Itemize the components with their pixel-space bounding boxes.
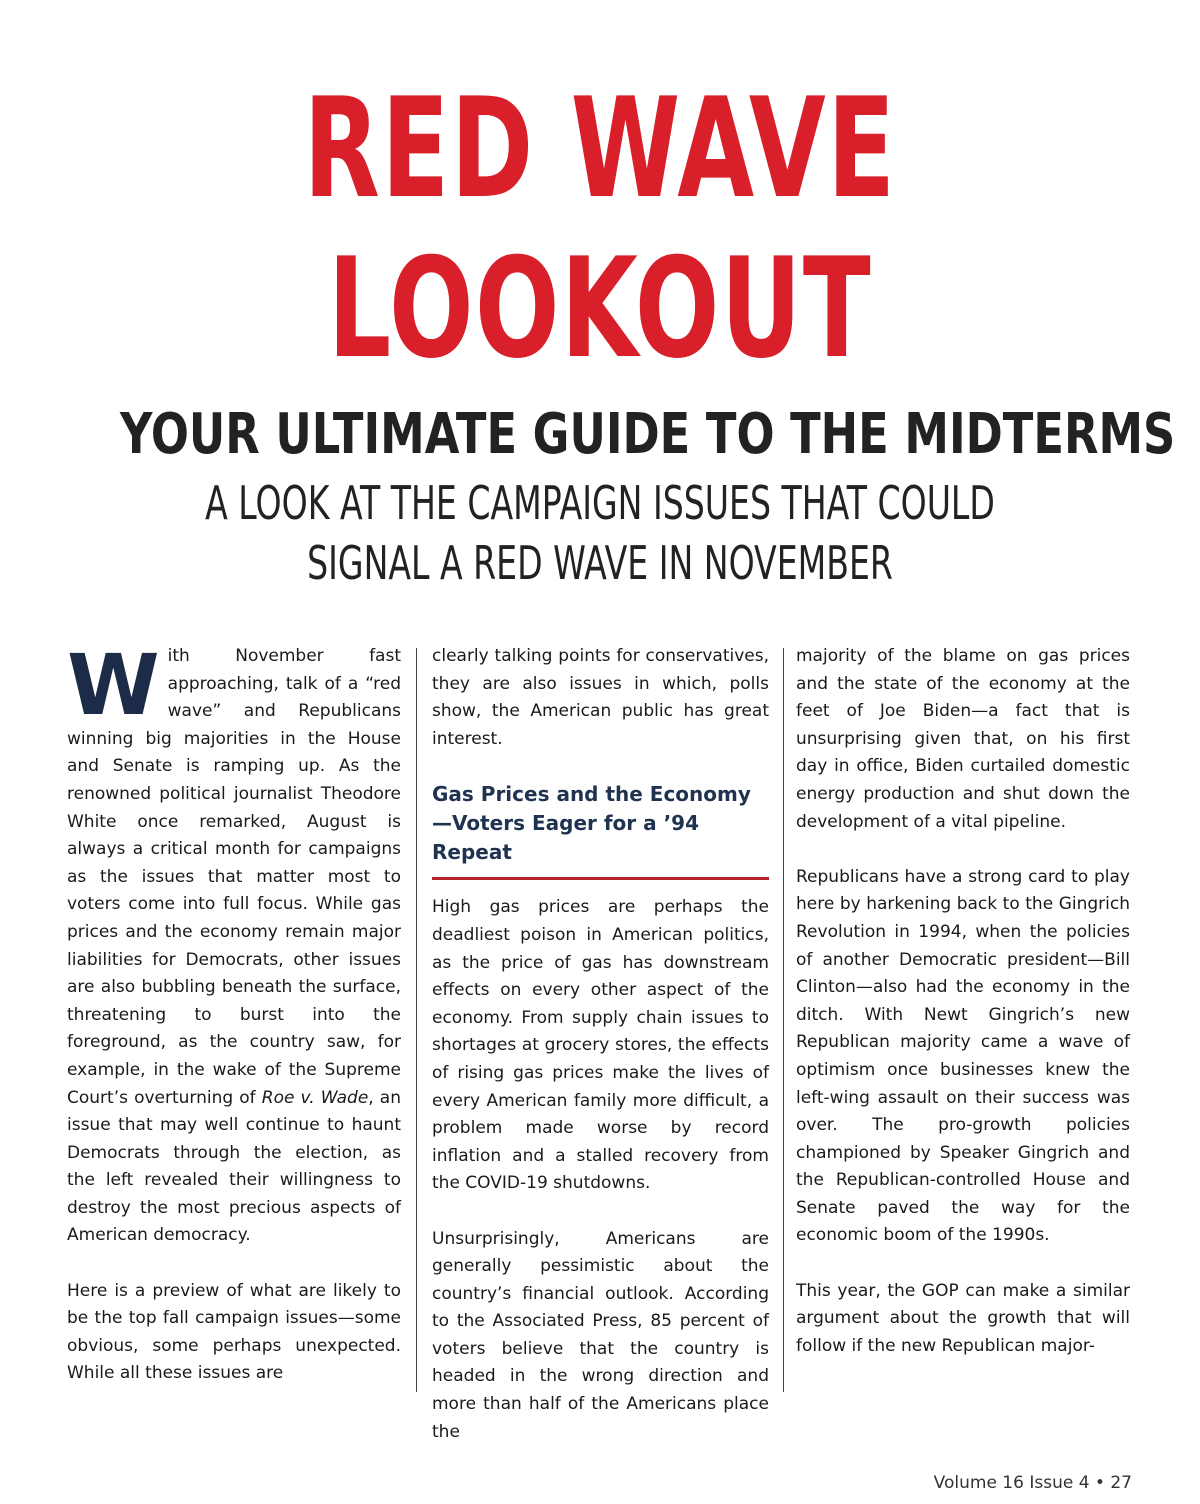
preview-paragraph: Here is a preview of what are likely to be the top fall campaign issues—some obvious, some perhaps unexpected. While all these issues are <box>67 1280 401 1384</box>
column-rule <box>783 648 784 1392</box>
headline-line-2: LOOKOUT <box>327 228 873 389</box>
headline-line-1: RED WAVE <box>303 68 897 229</box>
article-column-1 <box>67 636 401 1395</box>
section-heading: Gas Prices and the Economy—Voters Eager for a ’94 Repeat <box>432 780 769 880</box>
drop-cap: W <box>67 636 160 734</box>
page-folio: Volume 16 Issue 4 • 27 <box>933 1473 1132 1493</box>
intro-tail: , an issue that may well continue to haunt Democrats through the election, as the left revealed their willingness to destroy the most precious aspects of American democracy. <box>67 1087 401 1246</box>
paragraph: majority of the blame on gas prices and the state of the economy at the feet of Joe Biden—a fact that is unsurprising given that, on his first day in office, Biden curtailed domestic energy production and shut down the development of a vital pipeline. <box>796 646 1130 832</box>
column-rule <box>416 648 417 1392</box>
article-column-3 <box>796 643 1130 1395</box>
paragraph: This year, the GOP can make a similar argument about the growth that will follow if the new Republican major- <box>796 1280 1130 1356</box>
paragraph: clearly talking points for conservatives, they are also issues in which, polls show, the American public has great interest. <box>432 646 769 749</box>
paragraph: Republicans have a strong card to play here by harkening back to the Gingrich Revolution in 1994, when the policies of another Democratic president—Bill Clinton—also had the economy in the ditch. With Newt Gingrich’s new Republican majority came a wave of optimism once businesses knew the left-wing assault on their success was over. The pro-growth policies championed by Speaker Gingrich and the Republican-controlled House and Senate paved the way for the economic boom of the 1990s. <box>796 866 1130 1246</box>
paragraph: High gas prices are perhaps the deadliest poison in American politics, as the price of gas has downstream effects on every other aspect of the economy. From supply chain issues to shortages at grocery stores, the effects of rising gas prices make the lives of every American family more difficult, a problem made worse by record inflation and a stalled recovery from the COVID-19 shutdowns. <box>432 897 769 1194</box>
deck-line-1: A LOOK AT THE CAMPAIGN ISSUES THAT COULD <box>205 476 995 530</box>
paragraph: Unsurprisingly, Americans are generally pessimistic about the country’s financial outlook. According to the Associated Press, 85 percent of voters believe that the country is headed in the wrong direction and more than half of the Americans place the <box>432 1228 769 1442</box>
subheadline: YOUR ULTIMATE GUIDE TO THE MIDTERMS <box>120 402 1176 467</box>
intro-paragraph <box>67 636 401 1250</box>
article-column-2 <box>432 643 769 1442</box>
case-name: Roe v. Wade <box>261 1087 369 1108</box>
intro-text: ith November fast approaching, talk of a “red wave” and Republicans winning big majorities in the House and Senate is ramping up. As the renowned political journalist Theodore White once remarked, August is always a critical month for campaigns as the issues that matter most to voters come into full focus. While gas prices and the economy remain major liabilities for Democrats, other issues are also bubbling beneath the surface, threatening to burst into the foreground, as the country saw, for example, in the wake of the Supreme Court’s overturning of <box>67 646 401 1108</box>
deck-line-2: SIGNAL A RED WAVE IN NOVEMBER <box>307 536 893 590</box>
